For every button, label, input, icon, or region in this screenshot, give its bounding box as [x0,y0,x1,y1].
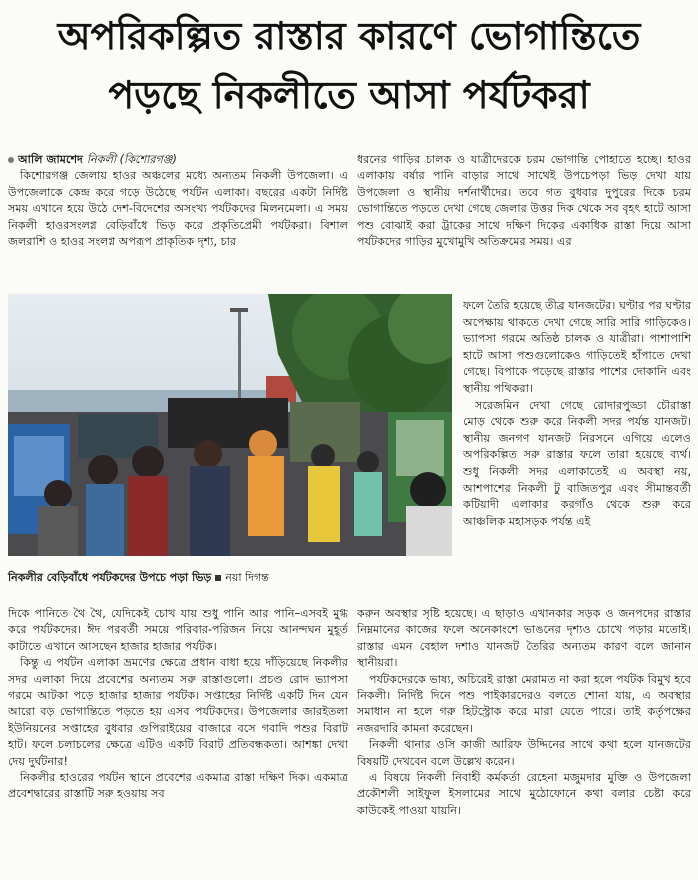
caption-source: নয়া দিগন্ত [225,571,269,584]
paragraph: দিকে পানিতে থৈ থৈ, যেদিকেই চোখ যায় শুধু পানি আর পানি–এসবই মুগ্ধ করে পর্যটকদের। ঈদ পরবর্তী সময়ে পরিবার-পরিজন নিয়ে আনন্দঘন মুহূর্ত কাটাতে এখানে আসছেন হাজার হাজার পর্যটক। [8,607,348,653]
headline [0,6,698,124]
crowd-photo-illustration [8,294,452,556]
byline-author: আলি জামশেদ [18,153,83,166]
paragraph: ফলে তৈরি হয়েছে তীব্র যানজটের। ঘণ্টার পর ঘণ্টার অপেক্ষায় থাকতে দেখা গেছে সারি সারি গাড়িকেও। ভ্যাপসা গরমে অতিষ্ঠ চালক ও যাত্রীরা। পাশাপাশি হাটে আসা পশুগুলোকেও গাড়িতেই হাঁপাতে দেখা গেছে। বিপাকে পড়েছে রাস্তার পাশের দোকানি এবং স্থানীয় পথিকরা। [463,299,691,395]
paragraph: নিকলীর হাওরের পর্যটন স্থানে প্রবেশের একমাত্র রাস্তা দক্ষিণ দিক। একমাত্র প্রবেশদ্বারের রাস্তাটি সরু হওয়ায় সব [8,771,348,801]
paragraph: সরেজমিন দেখা গেছে রোদারপুড্ডা চৌরাস্তা মোড় থেকে শুরু করে নিকলী সদর পর্যন্ত যানজট। স্থানীয় জনগণ যানজট নিরসনে এগিয়ে এলেও অপরিকল্পিত সরু রাস্তার ফলে তারা হয়েছে ব্যর্থ। শুধু নিকলী সদর এলাকাতেই এ অবস্থা নয়, আশপাশের নিকলী টু বাজিতপুর এবং সীমান্তবর্তী কটিয়াদী এলাকার করগাঁও থেকে শুরু করে আঞ্চলিক মহাসড়ক পর্যন্ত এই [463,398,691,528]
right-column-wrap [463,298,691,604]
paragraph: পর্যটকদেরকে ভাষ্য, অচিরেই রাস্তা মেরামত না করা হলে পর্যটক বিমুখ হবে নিকলী। নির্দিষ্ট দিনে পশু পাইকারদেরও বলতে শোনা যায়, এ অবস্থার সমাধান না হলে গরু হিটস্ট্রোক করে মারা যেতে পারে। তাই কর্তৃপক্ষের নজরদারি কামনা করেছেন। [357,672,691,735]
paragraph: এ বিষয়ে নিকলী নিবাহী কর্মকর্তা রেহেনা মজুমদার মুক্তি ও উপজেলা প্রকৌশলী সাইফুল ইসলামের সাথে মুঠোফোনে কথা বলার চেষ্টা করে কাউকেই পাওয়া যায়নি। [357,771,691,817]
byline-place: নিকলী (কিশোরগঞ্জ) [86,153,177,166]
bullet-icon [8,157,14,163]
paragraph: ধরনের গাড়ির চালক ও যাত্রীদেরকে চরম ভোগান্তি পোহাতে হচ্ছে। হাওর এলাকায় বর্ষার পানি বাড়ার সাথে সাথেই উপচেপড়া ভিড় দেখা যায় উপজেলা ও স্থানীয় দর্শনার্থীদের। তবে গত বুধবার দুপুরের দিকে চরম ভোগান্তিতে পড়তে দেখা গেছে জেলার উত্তর দিক থেকে সব বৃহৎ হাটে আসা পশু বোঝাই করা ট্রাকের সাথে দক্ষিণ দিকের একাধিক রাস্তা দিয়ে আসা পর্যটকদের গাড়ির মুখোমুখি অতিক্রমের সময়। এর [357,153,691,249]
left-column-bottom [8,606,348,876]
right-column-bottom [357,606,691,876]
right-column-top [357,152,691,296]
headline-line-2: পড়ছে নিকলীতে আসা পর্যটকরা [108,73,590,117]
paragraph: করুন অবস্থার সৃষ্টি হয়েছে। এ ছাড়াও এখানকার সড়ক ও জনপদের রাস্তার নিম্নমানের কাজের ফলে অনেকাংশে ভাঙনের দৃশ্যও চোখে পড়ার মতোই। রাস্তার এমন বেহাল দশাও যানজট তৈরির অন্যতম কারণ বলে জানান স্থানীয়রা। [357,607,691,670]
paragraph: নিকলী থানার ওসি কাজী আরিফ উদ্দিনের সাথে কথা হলে যানজটের বিষয়টি দেখবেন বলে উল্লেখ করেন। [357,738,691,768]
square-separator-icon [215,575,221,581]
paragraph: কিন্তু এ পর্যটন এলাকা ভ্রমণের ক্ষেত্রে প্রধান বাধা হয়ে দাঁড়িয়েছে নিকলীর সদর এলাকা দিয়ে প্রবেশের অন্যতম সরু রাস্তাগুলো। প্রচণ্ড রোদ ভ্যাপসা গরমে আটকা পড়ে হাজার হাজার পর্যটক। সপ্তাহের নির্দিষ্ট একটি দিন যেন আরো বড় ভোগান্তিতে পড়তে হয় এসব পর্যটকদের। উপজেলার জারইতলা ইউনিয়নের সপ্তাহের বুধবার গুপিরাইয়ের বাজারে বসে গবাদি পশুর বিরাট হাট। ফলে চলাচলের ক্ষেত্রে এটিও একটি বিরাট প্রতিবন্ধকতা। আশঙ্কা দেখা দেয় দুর্ঘটনার! [8,656,348,768]
left-column-top [8,152,348,294]
headline-line-1: অপরিকল্পিত রাস্তার কারণে ভোগান্তিতে [57,14,641,58]
paragraph: কিশোরগঞ্জ জেলায় হাওর অঞ্চলের মধ্যে অন্যতম নিকলী উপজেলা। এ উপজেলাকে কেন্দ্র করে গড়ে উঠেছে পর্যটন এলাকা। বছরের একটা নির্দিষ্ট সময় এখানে হয়ে উঠে দেশ-বিদেশের অসংখ্য পর্যটকদের মিলনমেলা। এ সময় নিকলী হাওরসংলগ্ন বেড়িবাঁধে ভিড় করে প্রকৃতিপ্রেমী পর্যটকরা। বিশাল জলরাশি ও হাওর সংলগ্ন অপরূপ প্রাকৃতিক দৃশ্য, চার [8,169,348,249]
caption-text: নিকলীর বেড়িবাঁধে পর্যটকদের উপচে পড়া ভিড় [8,571,212,584]
photo-caption [8,570,452,586]
byline [8,152,348,168]
news-photo [8,294,452,556]
